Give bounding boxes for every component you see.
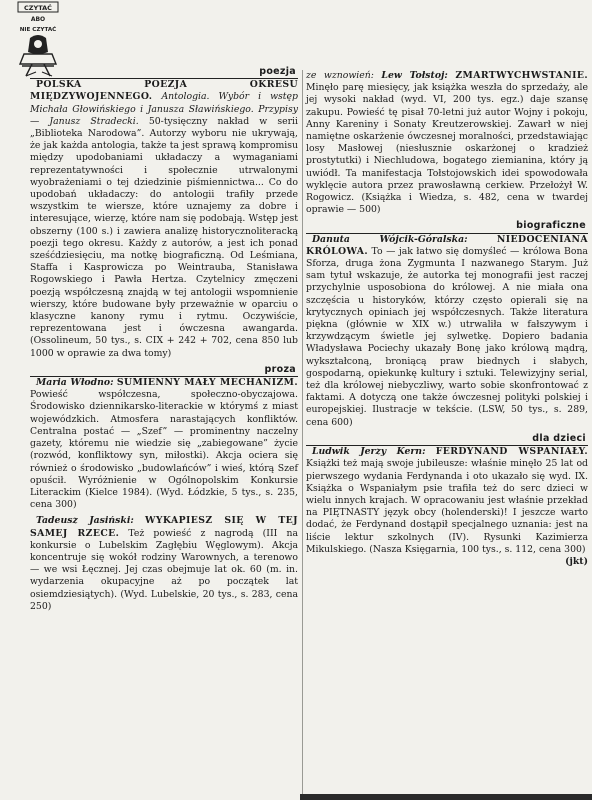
author-name: Tadeusz Jasiński: — [36, 515, 134, 527]
publication-info: (Wyd. Lubelskie, 20 tys., s. 283, cena 250) — [30, 588, 298, 612]
review-entry-tolstoj — [306, 70, 588, 216]
right-column — [306, 70, 588, 568]
category-header-dzieci — [306, 433, 588, 446]
logo-line1: CZYTAĆ — [24, 4, 52, 12]
review-entry-kern — [306, 446, 588, 567]
review-text: Książki też mają swoje jubileusze: właśnie minęło 25 lat od pierwszego wydania Ferdynanda i oto ukazało się wyd. IX. Książka o Wspaniałym psie trafiła też do serc dzieci w wielu innych krajach. W opracowaniu jest właśnie przekład na PIĘTNASTY język obcy (holenderski)! I jeszcze warto dodać, że Ferdynand dostąpił specjalnego uznania: jest na liście lektur szkolnych (IV). Rysunki Kazimierza Mikulskiego. — [306, 458, 588, 555]
book-subtitle: Antologia. Wybór i wstęp Michała Głowińskiego i Janusza Sławińskiego. Przypisy — Janusz Stradecki. — [30, 91, 298, 127]
publication-info: (LSW, 50 tys., s. 289, cena 600) — [306, 404, 588, 428]
review-entry-wlodno — [30, 377, 298, 511]
author-name: Maria Włodno: — [36, 377, 114, 389]
author-signature: (jkt) — [565, 555, 588, 567]
review-text: Powieść współczesna, społeczno-obyczajowa. Środowisko dziennikarsko-literackie w którymś z miast wojewódzkich. Atmosfera narastających konfliktów. Centralna postać — „Szef” — prominentny naczelny gazety, któremu nie wiedzie się „zabiegowane” życie (rozwód, konfliktowy syn, miłostki). Akcja ociera się również o środowisko „budowlańców” i wieś, którą Szef opuścił. Wyróżnienie w Ogólnopolskim Konkursie Literackim (Kielce 1984). — [30, 389, 298, 498]
review-text: 50-tysięczny nakład w serii „Biblioteka Narodowa”. Autorzy wyboru nie ukrywają, że jak każda antologia, także ta jest sprawą kompromisu między upodobaniami układaczy a wymaganiami reprezentatywności i społecznie utrwalonymi wyobrażeniami o tej dziedzinie piśmiennictwa... Co do upodobań układaczy: do antologii trafiły przede wszystkim te wiersze, które uznajemy za dobre i interesujące, wierzę, które nam się podobają. Wstęp jest obszerny (100 s.) i zawiera analizę historycznoliteracką poezji tego okresu. Każdy z autorów, a jest ich ponad sześćdziesięciu, ma notkę biograficzną. Od Leśmiana, Staffa i Kasprowicza po Weintrauba, Stanisława Rogowskiego i Pawła Hertza. Czytelnicy zmęczeni poezją współczesną znajdą w tej antologii wspomnienie wierszy, które budowane były przeważnie w oparciu o klasyczne kanony rymu i rytmu. Oczywiście, reprezentowana jest i ówczesna awangarda. — [30, 115, 298, 335]
review-text: To — jak łatwo się domyśleć — królowa Bona Sforza, druga żona Zygmunta I nazwanego Starym. Już sam tytuł wskazuje, że autorka tej monografii jest raczej przychylnie usposobiona do królowej. A nie miała ona szczęścia u historyków, którzy często opierali się na krytycznych opiniach jej współczesnych. Także literatura piękna (głównie w XIX w.) utrwaliła w fałszywym i krzywdzącym świetle jej sylwetkę. Dopiero badania Władysława Pociechy ukazały Bonę jako królową mądrą, wykształconą, broniącą praw biednych i słabych, gospodarną, opiekunkę kultury i sztuki. Telewizyjny serial, też dla królowej niebyczliwy, warto sobie skonfrontować z faktami. A dotyczą one także ówczesnej polityki polskiej i europejskiej. Ilustracje w tekście. — [306, 245, 588, 416]
book-title: NIEDOCENIANA KRÓLOWA. — [306, 233, 588, 257]
publication-info: (Wyd. Łódzkie, 5 tys., s. 235, cena 300) — [30, 486, 299, 511]
book-title: ZMARTWYCHWSTANIE. — [455, 70, 588, 81]
category-header-poezja — [30, 66, 298, 79]
left-column — [30, 66, 298, 617]
book-title: WYKAPIESZ SIĘ W TEJ SAMEJ RZECE. — [30, 515, 298, 539]
author-name: Ludwik Jerzy Kern: — [312, 446, 426, 458]
book-title: POLSKA POEZJA OKRESU MIĘDZYWOJENNEGO. — [30, 79, 298, 103]
review-text: Minęło parę miesięcy, jak książka weszła do sprzedaży, ale jej wysoki nakład (wyd. VI, 200 tys. egz.) daje szansę zakupu. Powieść tę pisał 70-letni już autor Wojny i pokoju, Anny Kareniny i Sonaty Kreutzerowskiej. Zawarł w niej namiętne oskarżenie ówczesnej moralności, przedstawiając losy Masłowej (niesłusznie oskarżonej o kradzież prostytutki) i Niechludowa, bogatego ziemianina, który ją uwiódł. Ta manifestacja Tołstojowskich idei spowodowała wyklęcie autora przez prawosławną cerkiew. Przełożył W. Rogowicz. — [306, 82, 588, 204]
category-label: poezja — [259, 66, 296, 77]
next-article-edge — [300, 794, 592, 800]
publication-info: (Książka i Wiedza, s. 482, cena w twardej oprawie — 500) — [306, 192, 588, 216]
publication-info: (Ossolineum, 50 tys., s. CIX + 242 + 702, cena 850 lub 1000 w oprawie za dwa tomy) — [30, 335, 298, 359]
logo-line3: NIE CZYTAĆ — [19, 27, 57, 33]
category-label: dla dzieci — [532, 432, 586, 444]
reissue-lead: ze wznowień: — [306, 70, 374, 81]
book-title: SUMIENNY MAŁY MECHANIZM. — [116, 377, 298, 389]
publication-info: (Nasza Księgarnia, 100 tys., s. 112, cena 300) — [369, 543, 586, 555]
review-entry-jasinski — [30, 515, 298, 613]
category-header-proza — [30, 364, 298, 377]
category-label: biograficzne — [516, 220, 586, 232]
review-text: Też powieść z nagrodą (III na konkursie o Lubelskim Zagłębiu Węglowym). Akcja koncentruje się wokół rodziny Warownych, a terenowo — we wsi Łęcznej. Jej czas obejmuje lat ok. 60 (m. in. wydarzenia okupacyjne aż po początek lat osiemdziesiątych). — [30, 527, 298, 600]
review-entry-poezja — [30, 79, 298, 360]
review-entry-wojcik — [306, 234, 588, 429]
book-title: FERDYNAND WSPANIAŁY. — [435, 446, 588, 458]
logo-line2: ABO — [30, 16, 46, 23]
category-header-biograficzne — [306, 220, 588, 233]
category-label: proza — [264, 363, 296, 375]
column-divider — [302, 70, 303, 800]
author-name: Danuta Wójcik-Góralska: — [312, 233, 468, 245]
author-name: Lew Tołstoj: — [381, 70, 448, 81]
